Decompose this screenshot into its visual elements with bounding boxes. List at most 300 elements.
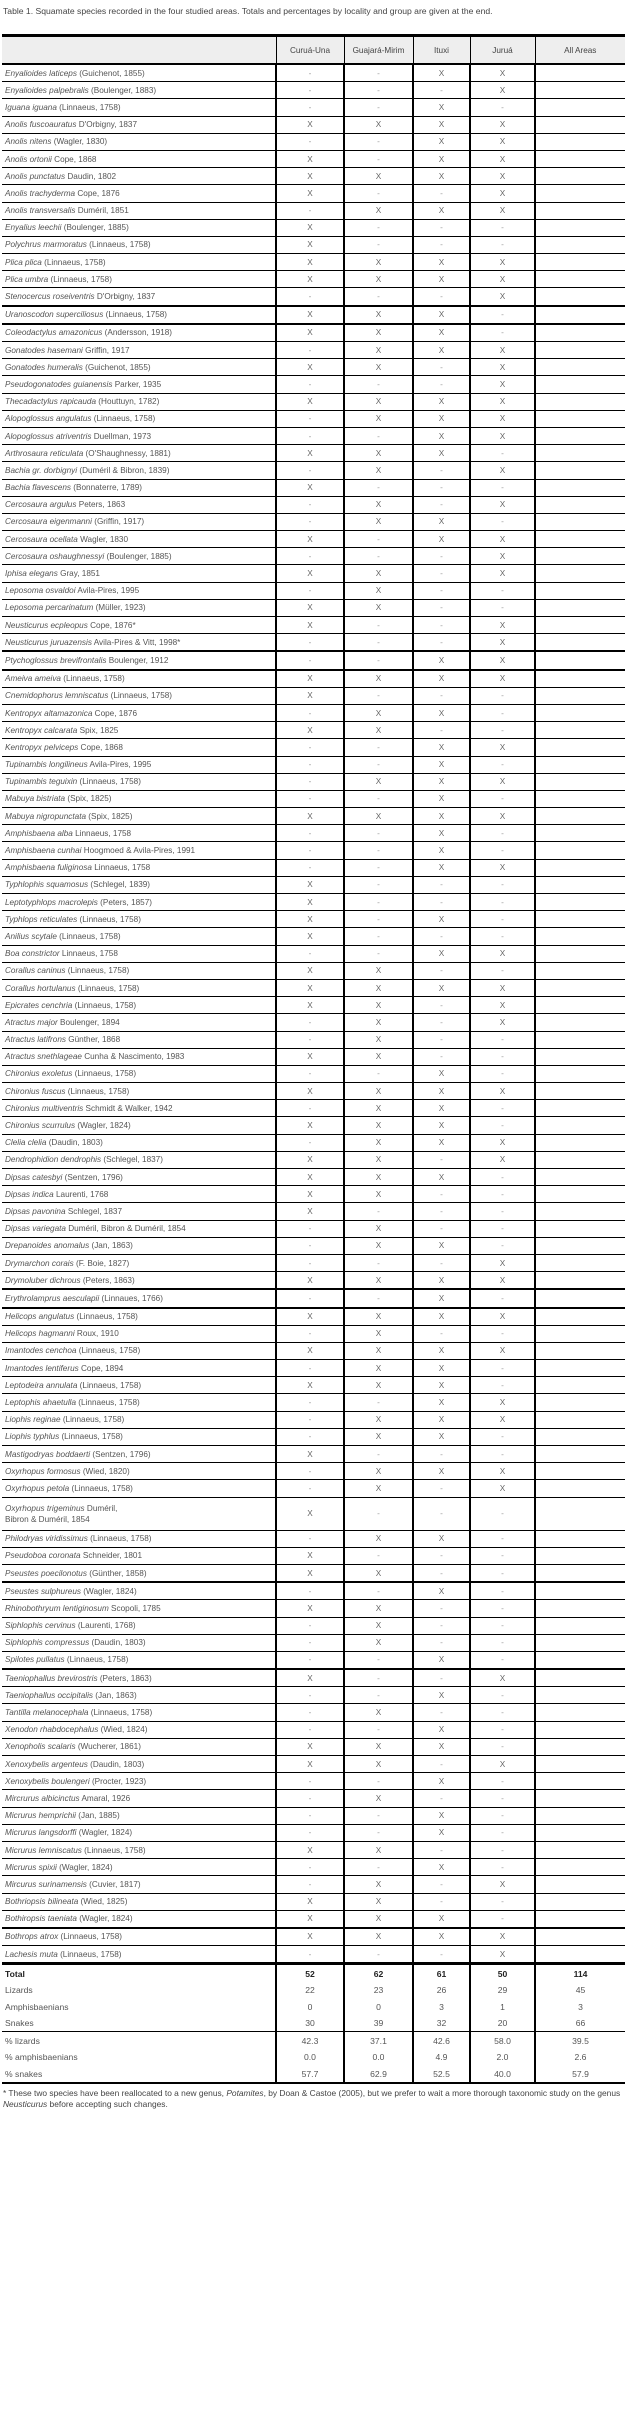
presence-guajara-mirim: X: [344, 271, 413, 288]
species-row: [2, 82, 625, 99]
presence-ituxi: -: [413, 496, 470, 513]
presence-guajara-mirim: -: [344, 1497, 413, 1530]
species-row: [2, 1117, 625, 1134]
presence-all-areas: [535, 739, 625, 756]
species-row: [2, 1910, 625, 1928]
species-author: Cunha & Nascimento, 1983: [81, 1052, 185, 1062]
presence-guajara-mirim: -: [344, 1203, 413, 1220]
presence-guajara-mirim: -: [344, 479, 413, 496]
presence-guajara-mirim: X: [344, 1048, 413, 1065]
species-name-cell: [2, 739, 276, 756]
presence-all-areas: [535, 324, 625, 342]
species-binomial: Micrurus langsdorffi: [5, 1828, 77, 1838]
species-author: (Linnaeus, 1758): [74, 1312, 138, 1322]
presence-jurua: X: [470, 945, 535, 962]
presence-guajara-mirim: -: [344, 1721, 413, 1738]
species-row: [2, 513, 625, 530]
species-row: [2, 1773, 625, 1790]
species-author: (Wied, 1825): [78, 1897, 128, 1907]
presence-curua-una: X: [276, 531, 344, 548]
presence-ituxi: X: [413, 99, 470, 116]
presence-all-areas: [535, 997, 625, 1014]
presence-curua-una: -: [276, 1530, 344, 1547]
presence-curua-una: -: [276, 1289, 344, 1307]
presence-curua-una: -: [276, 1704, 344, 1721]
species-name-cell: [2, 1428, 276, 1445]
presence-curua-una: -: [276, 82, 344, 99]
summary-value: 39.5: [535, 2032, 625, 2049]
presence-guajara-mirim: X: [344, 1530, 413, 1547]
presence-jurua: X: [470, 531, 535, 548]
species-author: (Linnaeus, 1758): [103, 310, 168, 320]
presence-all-areas: [535, 1377, 625, 1394]
presence-all-areas: [535, 219, 625, 236]
presence-jurua: -: [470, 479, 535, 496]
presence-curua-una: -: [276, 1721, 344, 1738]
species-author: (Griffin, 1917): [91, 517, 145, 527]
species-row: [2, 116, 625, 133]
species-author: Boulenger, 1912: [106, 655, 169, 665]
species-row: [2, 1048, 625, 1065]
species-author: (Linnaeus, 1758): [72, 1000, 137, 1010]
species-binomial: Dendrophidion dendrophis: [5, 1155, 102, 1165]
presence-guajara-mirim: X: [344, 324, 413, 342]
species-author: (Linnaeus, 1758): [77, 777, 141, 787]
species-author: Cope, 1868: [51, 154, 97, 164]
species-binomial: Bothriopsis bilineata: [5, 1897, 79, 1907]
presence-jurua: -: [470, 1325, 535, 1342]
species-name-cell: [2, 359, 276, 376]
species-row: [2, 1790, 625, 1807]
presence-jurua: X: [470, 1308, 535, 1326]
species-binomial: Siphlophis cervinus: [5, 1621, 76, 1631]
species-binomial: Epicrates cenchria: [5, 1000, 73, 1010]
species-author: Avila-Pires & Vitt, 1998*: [91, 637, 181, 647]
species-author: Duméril, 1851: [75, 206, 129, 216]
presence-curua-una: X: [276, 393, 344, 410]
species-author: (Linnaeus, 1758): [75, 983, 140, 993]
species-row: [2, 1083, 625, 1100]
presence-curua-una: X: [276, 962, 344, 979]
presence-all-areas: [535, 1876, 625, 1893]
species-name-cell: [2, 1014, 276, 1031]
species-author: (Linnaeus, 1758): [77, 914, 141, 924]
species-name-cell: [2, 808, 276, 825]
presence-guajara-mirim: X: [344, 704, 413, 721]
presence-guajara-mirim: X: [344, 1237, 413, 1254]
presence-ituxi: X: [413, 1928, 470, 1946]
species-row: [2, 1411, 625, 1428]
presence-jurua: -: [470, 1617, 535, 1634]
species-row: [2, 271, 625, 288]
presence-all-areas: [535, 1220, 625, 1237]
species-binomial: Cercosaura oshaughnessyi: [5, 551, 105, 561]
presence-guajara-mirim: X: [344, 1756, 413, 1773]
species-binomial: Lachesis muta: [5, 1949, 58, 1959]
species-row: [2, 1031, 625, 1048]
species-name-cell: [2, 1807, 276, 1824]
species-name-cell: [2, 219, 276, 236]
presence-ituxi: X: [413, 1100, 470, 1117]
presence-jurua: -: [470, 1564, 535, 1582]
presence-ituxi: X: [413, 790, 470, 807]
presence-ituxi: -: [413, 1790, 470, 1807]
species-author: (Sentzen, 1796): [62, 1172, 123, 1182]
presence-guajara-mirim: -: [344, 1669, 413, 1687]
presence-ituxi: X: [413, 513, 470, 530]
presence-ituxi: -: [413, 1254, 470, 1271]
presence-ituxi: X: [413, 1687, 470, 1704]
species-name-cell: [2, 1169, 276, 1186]
species-name-cell: [2, 82, 276, 99]
presence-all-areas: [535, 479, 625, 496]
presence-guajara-mirim: X: [344, 496, 413, 513]
species-row: [2, 911, 625, 928]
presence-ituxi: -: [413, 1446, 470, 1463]
presence-guajara-mirim: -: [344, 548, 413, 565]
species-row: [2, 64, 625, 82]
species-name-cell: [2, 1530, 276, 1547]
species-author: (Linnaeus, 1758): [65, 966, 130, 976]
presence-curua-una: -: [276, 704, 344, 721]
summary-value: 29: [470, 1982, 535, 1999]
presence-jurua: -: [470, 1065, 535, 1082]
species-name-cell: [2, 1151, 276, 1168]
presence-ituxi: -: [413, 722, 470, 739]
summary-value: 57.7: [276, 2065, 344, 2083]
summary-row: [2, 2065, 625, 2083]
presence-guajara-mirim: X: [344, 1910, 413, 1928]
presence-curua-una: -: [276, 1360, 344, 1377]
presence-all-areas: [535, 359, 625, 376]
species-author: Wagler, 1830: [77, 534, 129, 544]
summary-value: 32: [413, 2015, 470, 2032]
presence-jurua: X: [470, 410, 535, 427]
species-author: Cope, 1894: [78, 1363, 124, 1373]
presence-curua-una: X: [276, 808, 344, 825]
presence-guajara-mirim: X: [344, 1134, 413, 1151]
species-row: [2, 599, 625, 616]
summary-value: 45: [535, 1982, 625, 1999]
presence-all-areas: [535, 617, 625, 634]
species-binomial: Dipsas variegata: [5, 1224, 66, 1234]
presence-jurua: -: [470, 790, 535, 807]
species-binomial: Plica plica: [5, 257, 42, 267]
presence-ituxi: X: [413, 531, 470, 548]
species-name-cell: [2, 617, 276, 634]
species-row: [2, 1463, 625, 1480]
presence-guajara-mirim: X: [344, 306, 413, 324]
species-row: [2, 1582, 625, 1600]
species-binomial: Typhlops reticulates: [5, 914, 78, 924]
presence-curua-una: -: [276, 1325, 344, 1342]
species-author: (Linnaeus, 1758): [41, 257, 106, 267]
presence-ituxi: X: [413, 1807, 470, 1824]
species-name-cell: [2, 1100, 276, 1117]
species-binomial: Corallus hortulanus: [5, 983, 76, 993]
species-name-cell: [2, 790, 276, 807]
presence-guajara-mirim: -: [344, 1547, 413, 1564]
species-binomial: Oxyrhopus petola: [5, 1483, 70, 1493]
presence-guajara-mirim: X: [344, 359, 413, 376]
species-row: [2, 1254, 625, 1271]
presence-guajara-mirim: X: [344, 1841, 413, 1858]
summary-value: 0: [276, 1998, 344, 2015]
presence-jurua: -: [470, 704, 535, 721]
species-binomial: Neusticurus juruazensis: [5, 637, 92, 647]
presence-ituxi: -: [413, 1186, 470, 1203]
footnote-text-after: before accepting such changes.: [47, 2098, 168, 2109]
presence-ituxi: -: [413, 876, 470, 893]
summary-label: Snakes: [2, 2015, 276, 2032]
presence-curua-una: X: [276, 1308, 344, 1326]
presence-curua-una: X: [276, 1117, 344, 1134]
presence-ituxi: X: [413, 64, 470, 82]
species-row: [2, 1651, 625, 1669]
summary-value: 62: [344, 1964, 413, 1982]
species-row: [2, 306, 625, 324]
presence-ituxi: -: [413, 1325, 470, 1342]
presence-curua-una: X: [276, 1272, 344, 1290]
presence-guajara-mirim: -: [344, 634, 413, 652]
summary-value: 42.6: [413, 2032, 470, 2049]
presence-jurua: -: [470, 1289, 535, 1307]
species-author: (Laurenti, 1768): [75, 1621, 136, 1631]
presence-all-areas: [535, 1100, 625, 1117]
presence-all-areas: [535, 704, 625, 721]
species-author: (Boulenger, 1883): [88, 85, 157, 95]
presence-guajara-mirim: X: [344, 462, 413, 479]
presence-curua-una: -: [276, 376, 344, 393]
species-binomial: Rhinobothryum lentiginosum: [5, 1603, 109, 1613]
species-row: [2, 859, 625, 876]
presence-curua-una: X: [276, 1547, 344, 1564]
species-author: (Sentzen, 1796): [90, 1449, 151, 1459]
presence-curua-una: -: [276, 1946, 344, 1964]
species-row: [2, 1600, 625, 1617]
presence-guajara-mirim: X: [344, 1342, 413, 1359]
species-binomial: Tantilla melanocephala: [5, 1708, 89, 1718]
species-row: [2, 342, 625, 359]
species-row: [2, 445, 625, 462]
presence-ituxi: X: [413, 1721, 470, 1738]
presence-curua-una: -: [276, 1651, 344, 1669]
species-author: Cope, 1876*: [87, 620, 136, 630]
presence-curua-una: -: [276, 1394, 344, 1411]
species-binomial: Amphisbaena cunhai: [5, 846, 82, 856]
species-binomial: Spilotes pullatus: [5, 1655, 65, 1665]
header-curua-una: Curuá-Una: [276, 36, 344, 65]
species-row: [2, 1928, 625, 1946]
species-author: (Linnaues, 1766): [99, 1293, 163, 1303]
summary-label: % amphisbaenians: [5, 2052, 78, 2062]
species-row: [2, 219, 625, 236]
presence-curua-una: X: [276, 1186, 344, 1203]
presence-guajara-mirim: -: [344, 288, 413, 306]
species-author: Cope, 1868: [78, 742, 123, 752]
presence-ituxi: -: [413, 1669, 470, 1687]
presence-ituxi: X: [413, 150, 470, 167]
species-binomial: Anolis trachyderma: [5, 188, 76, 198]
species-author: D'Orbigny, 1837: [94, 292, 156, 302]
presence-curua-una: X: [276, 445, 344, 462]
species-row: [2, 1738, 625, 1755]
species-name-cell: [2, 582, 276, 599]
species-name-cell: [2, 496, 276, 513]
species-author: Gray, 1851: [57, 569, 100, 579]
species-row: [2, 168, 625, 185]
presence-ituxi: X: [413, 1272, 470, 1290]
species-row: [2, 1480, 625, 1497]
presence-all-areas: [535, 1237, 625, 1254]
species-name-cell: [2, 1547, 276, 1564]
presence-all-areas: [535, 756, 625, 773]
species-author: (Duméril & Bibron, 1839): [77, 465, 170, 475]
species-name-cell: [2, 1048, 276, 1065]
summary-value: 39: [344, 2015, 413, 2032]
presence-all-areas: [535, 1014, 625, 1031]
presence-ituxi: X: [413, 1377, 470, 1394]
presence-jurua: -: [470, 1547, 535, 1564]
species-author: Günther, 1868: [65, 1035, 121, 1045]
presence-guajara-mirim: -: [344, 894, 413, 911]
presence-guajara-mirim: X: [344, 254, 413, 271]
species-author: (Linnaeus, 1758): [69, 1483, 133, 1493]
species-author: (Wagler, 1824): [56, 1862, 113, 1872]
species-author: (Linnaeus, 1758): [64, 1655, 129, 1665]
presence-guajara-mirim: -: [344, 687, 413, 704]
species-author: Scopoli, 1785: [108, 1603, 161, 1613]
presence-guajara-mirim: X: [344, 1617, 413, 1634]
summary-value: 52.5: [413, 2065, 470, 2083]
presence-curua-una: X: [276, 236, 344, 253]
summary-row: [2, 1964, 625, 1982]
presence-jurua: -: [470, 1186, 535, 1203]
species-binomial: Bothrops atrox: [5, 1932, 59, 1942]
summary-value: 26: [413, 1982, 470, 1999]
species-row: [2, 1893, 625, 1910]
species-row: [2, 722, 625, 739]
presence-guajara-mirim: X: [344, 202, 413, 219]
presence-all-areas: [535, 1308, 625, 1326]
presence-ituxi: X: [413, 1065, 470, 1082]
species-binomial: Ameiva ameiva: [5, 674, 61, 684]
species-author: (Linnaeus, 1758): [60, 674, 125, 684]
species-author: Parker, 1935: [112, 379, 162, 389]
species-row: [2, 1100, 625, 1117]
presence-all-areas: [535, 894, 625, 911]
presence-jurua: -: [470, 513, 535, 530]
species-author: Duellman, 1973: [91, 431, 152, 441]
presence-all-areas: [535, 254, 625, 271]
presence-ituxi: X: [413, 911, 470, 928]
species-binomial: Gonatodes humeralis: [5, 362, 83, 372]
species-author: (Jan, 1885): [75, 1811, 120, 1821]
species-row: [2, 1308, 625, 1326]
presence-jurua: -: [470, 722, 535, 739]
species-row: [2, 617, 625, 634]
species-row: [2, 945, 625, 962]
presence-jurua: X: [470, 997, 535, 1014]
presence-guajara-mirim: -: [344, 945, 413, 962]
presence-all-areas: [535, 236, 625, 253]
presence-all-areas: [535, 1530, 625, 1547]
species-name-cell: [2, 1669, 276, 1687]
species-row: [2, 150, 625, 167]
presence-all-areas: [535, 1564, 625, 1582]
species-author: (Jan, 1863): [89, 1241, 133, 1251]
species-author: (Wagler, 1830): [51, 137, 108, 147]
species-author: (Linnaeus, 1758): [81, 1845, 146, 1855]
presence-jurua: -: [470, 1721, 535, 1738]
species-row: [2, 99, 625, 116]
presence-curua-una: X: [276, 1203, 344, 1220]
species-binomial: Drymoluber dichrous: [5, 1275, 81, 1285]
presence-all-areas: [535, 1824, 625, 1841]
species-row: [2, 1065, 625, 1082]
presence-all-areas: [535, 565, 625, 582]
presence-curua-una: -: [276, 1463, 344, 1480]
presence-ituxi: -: [413, 1151, 470, 1168]
species-name-cell: [2, 928, 276, 945]
presence-all-areas: [535, 1048, 625, 1065]
species-name-cell: [2, 894, 276, 911]
presence-guajara-mirim: X: [344, 445, 413, 462]
species-name-cell: [2, 687, 276, 704]
presence-all-areas: [535, 531, 625, 548]
species-name-cell: [2, 1617, 276, 1634]
species-name-cell: [2, 99, 276, 116]
presence-ituxi: X: [413, 979, 470, 996]
presence-all-areas: [535, 513, 625, 530]
species-row: [2, 1014, 625, 1031]
presence-all-areas: [535, 1756, 625, 1773]
species-row: [2, 1203, 625, 1220]
presence-jurua: X: [470, 1134, 535, 1151]
presence-curua-una: -: [276, 1254, 344, 1271]
presence-guajara-mirim: X: [344, 1463, 413, 1480]
species-name-cell: [2, 1031, 276, 1048]
presence-guajara-mirim: -: [344, 756, 413, 773]
species-author: (Linnaeus, 1758): [108, 691, 173, 701]
presence-ituxi: X: [413, 254, 470, 271]
presence-all-areas: [535, 496, 625, 513]
presence-ituxi: -: [413, 1704, 470, 1721]
species-name-cell: [2, 1859, 276, 1876]
presence-ituxi: -: [413, 1617, 470, 1634]
presence-curua-una: X: [276, 1169, 344, 1186]
species-author: (Bonnaterre, 1789): [71, 483, 143, 493]
species-row: [2, 687, 625, 704]
species-author: (Andersson, 1918): [102, 328, 173, 338]
presence-all-areas: [535, 445, 625, 462]
species-binomial: Corallus caninus: [5, 966, 66, 976]
species-row: [2, 808, 625, 825]
species-binomial: Enyalius leechii: [5, 223, 62, 233]
species-name-cell: [2, 116, 276, 133]
species-binomial: Mastigodryas boddaerti: [5, 1449, 91, 1459]
species-name-cell: [2, 271, 276, 288]
summary-value: 61: [413, 1964, 470, 1982]
presence-jurua: -: [470, 1169, 535, 1186]
presence-curua-una: -: [276, 634, 344, 652]
presence-guajara-mirim: X: [344, 1014, 413, 1031]
presence-all-areas: [535, 1547, 625, 1564]
species-name-cell: [2, 997, 276, 1014]
summary-value: 40.0: [470, 2065, 535, 2083]
summary-value: 62.9: [344, 2065, 413, 2083]
presence-all-areas: [535, 1169, 625, 1186]
